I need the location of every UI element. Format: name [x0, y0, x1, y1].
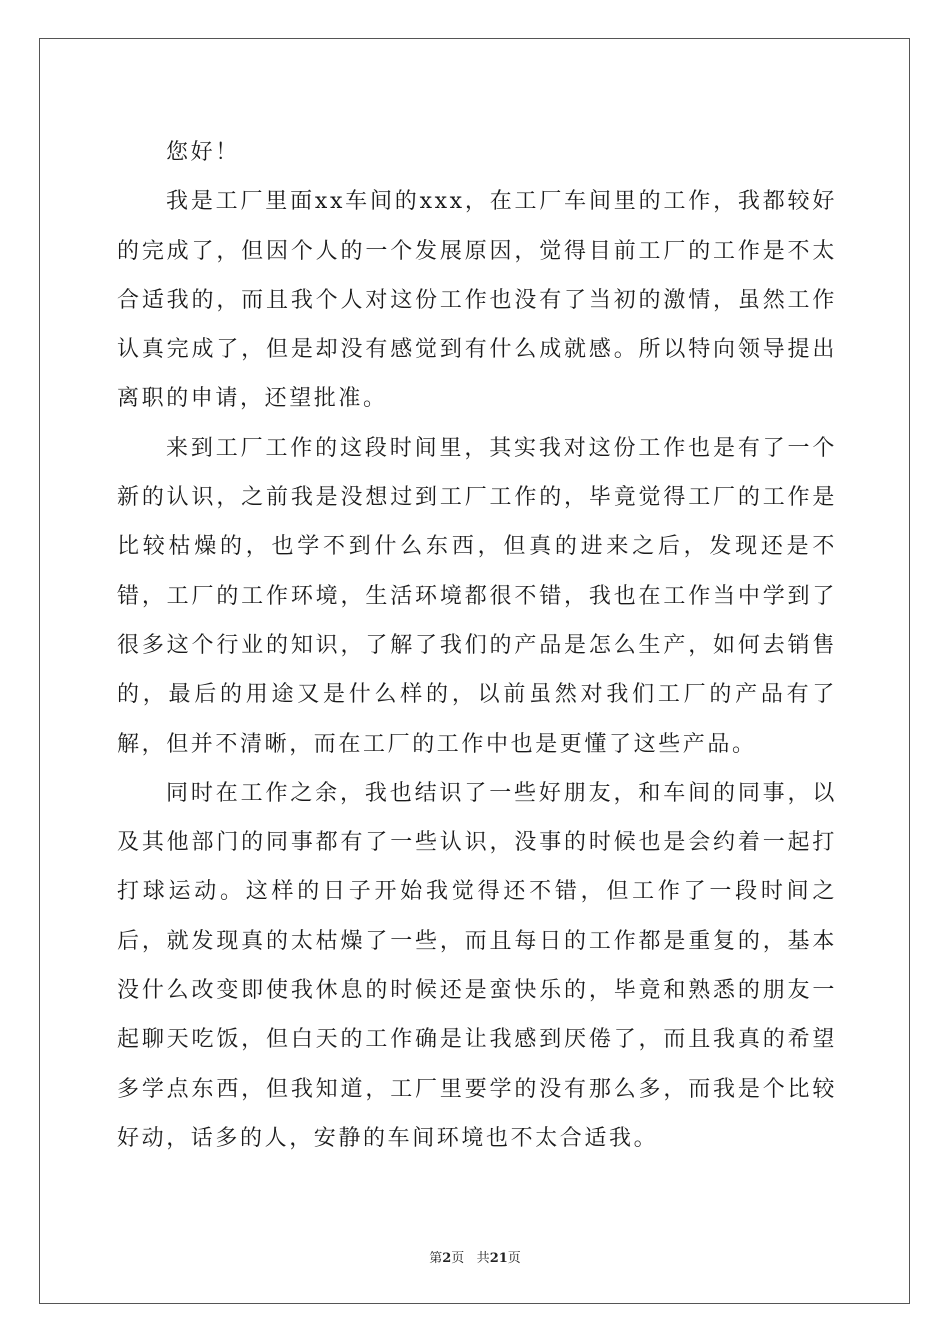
greeting: 您好！: [166, 140, 240, 165]
page-footer: [0, 1247, 950, 1266]
page-prefix: 第: [429, 1251, 443, 1266]
page-number: 2: [442, 1251, 452, 1266]
paragraph-2: 来到工厂工作的这段时间里，其实我对这份工作也是有了一个新的认识，之前我是没想过到工厂工作的，毕竟觉得工厂的工作是比较枯燥的，也学不到什么东西，但真的进来之后，发现还是不错，工厂的工作环境，生活环境都很不错，我也在工作当中学到了很多这个行业的知识，了解了我们的产品是怎么生产，如何去销售的，最后的用途又是什么样的，以前虽然对我们工厂的产品有了解，但并不清晰，而在工厂的工作中也是更懂了这些产品。: [117, 435, 837, 757]
paragraph-1: 我是工厂里面xx车间的xxx，在工厂车间里的工作，我都较好的完成了，但因个人的一个发展原因，觉得目前工厂的工作是不太合适我的，而且我个人对这份工作也没有了当初的激情，虽然工作认真完成了，但是却没有感觉到有什么成就感。所以特向领导提出离职的申请，还望批准。: [117, 189, 837, 412]
paragraph-3: 同时在工作之余，我也结识了一些好朋友，和车间的同事，以及其他部门的同事都有了一些认识，没事的时候也是会约着一起打打球运动。这样的日子开始我觉得还不错，但工作了一段时间之后，就发现真的太枯燥了一些，而且每日的工作都是重复的，基本没什么改变即使我休息的时候还是蛮快乐的，毕竟和熟悉的朋友一起聊天吃饭，但白天的工作确是让我感到厌倦了，而且我真的希望多学点东西，但我知道，工厂里要学的没有那么多，而我是个比较好动，话多的人，安静的车间环境也不太合适我。: [117, 780, 837, 1151]
total-suffix: 页: [507, 1251, 521, 1266]
total-pages: 21: [489, 1251, 508, 1266]
total-prefix: 共: [476, 1251, 490, 1266]
document-body: [117, 128, 837, 1163]
page-suffix: 页: [451, 1251, 465, 1266]
